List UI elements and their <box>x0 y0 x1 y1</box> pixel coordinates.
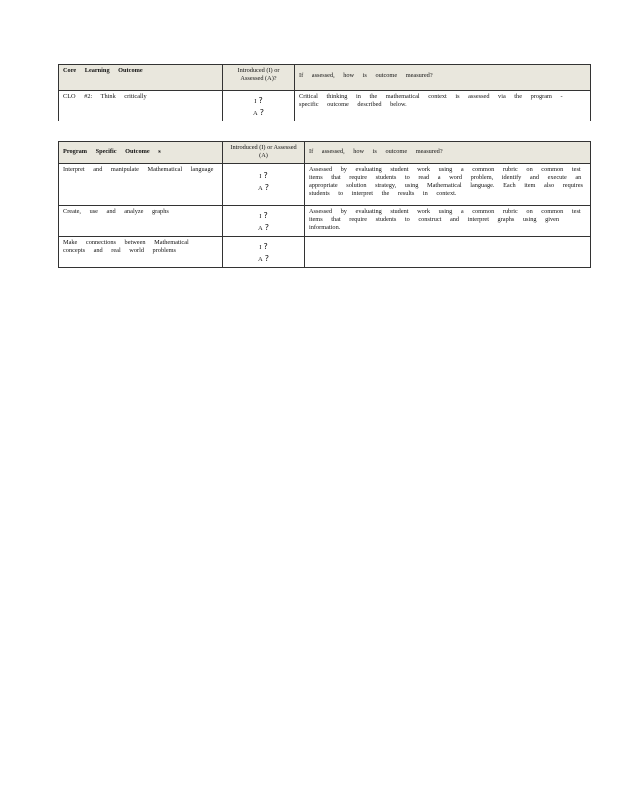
marks-cell <box>223 164 305 206</box>
table-row <box>59 206 591 237</box>
checkbox-glyph-icon: ? <box>264 254 269 263</box>
core-outcome-header: Core Learning Outcome <box>59 65 223 91</box>
assessed-checkbox[interactable]: A ? <box>258 254 269 263</box>
checkbox-glyph-icon: ? <box>264 183 269 192</box>
program-specific-outcomes-table <box>58 141 591 268</box>
program-outcome-header: Program Specific Outcome s <box>59 142 223 164</box>
marks-cell <box>223 91 295 122</box>
checkbox-glyph-icon: ? <box>263 242 268 251</box>
outcome-cell: Interpret and manipulate Mathematical language <box>59 164 223 206</box>
assessed-checkbox[interactable]: A ? <box>253 108 264 117</box>
introduced-assessed-header: Introduced (I) or Assessed (A) <box>223 142 305 164</box>
assessed-checkbox[interactable]: A ? <box>258 183 269 192</box>
table-row <box>59 237 591 268</box>
measured-header: If assessed, how is outcome measured? <box>295 65 591 91</box>
introduced-checkbox[interactable]: I ? <box>259 211 268 220</box>
outcome-cell: CLO #2: Think critically <box>59 91 223 122</box>
marks-cell <box>223 206 305 237</box>
outcome-cell: Create, use and analyze graphs <box>59 206 223 237</box>
introduced-checkbox[interactable]: I ? <box>259 242 268 251</box>
core-learning-outcome-table <box>58 64 591 121</box>
measured-cell: Critical thinking in the mathematical context is assessed via the program - specific outcome described below. <box>295 91 591 122</box>
checkbox-glyph-icon: ? <box>258 96 263 105</box>
checkbox-glyph-icon: ? <box>264 223 269 232</box>
measured-header: If assessed, how is outcome measured? <box>305 142 591 164</box>
measured-cell: Assessed by evaluating student work using a common rubric on common test items that require students to construct and interpret graphs using given information. <box>305 206 591 237</box>
introduced-assessed-header: Introduced (I) or Assessed (A)? <box>223 65 295 91</box>
checkbox-glyph-icon: ? <box>263 171 268 180</box>
outcome-cell: Make connections between Mathematical concepts and real world problems <box>59 237 223 268</box>
assessed-checkbox[interactable]: A ? <box>258 223 269 232</box>
measured-cell <box>305 237 591 268</box>
table-row <box>59 91 591 122</box>
checkbox-glyph-icon: ? <box>259 108 264 117</box>
marks-cell <box>223 237 305 268</box>
checkbox-glyph-icon: ? <box>263 211 268 220</box>
table-row <box>59 164 591 206</box>
introduced-checkbox[interactable]: I ? <box>254 96 263 105</box>
measured-cell: Assessed by evaluating student work using a common rubric on common test items that require students to read a word problem, identify and execute an appropriate solution strategy, using Mathematical language. Each item also requires students to interpret the results in context. <box>305 164 591 206</box>
introduced-checkbox[interactable]: I ? <box>259 171 268 180</box>
